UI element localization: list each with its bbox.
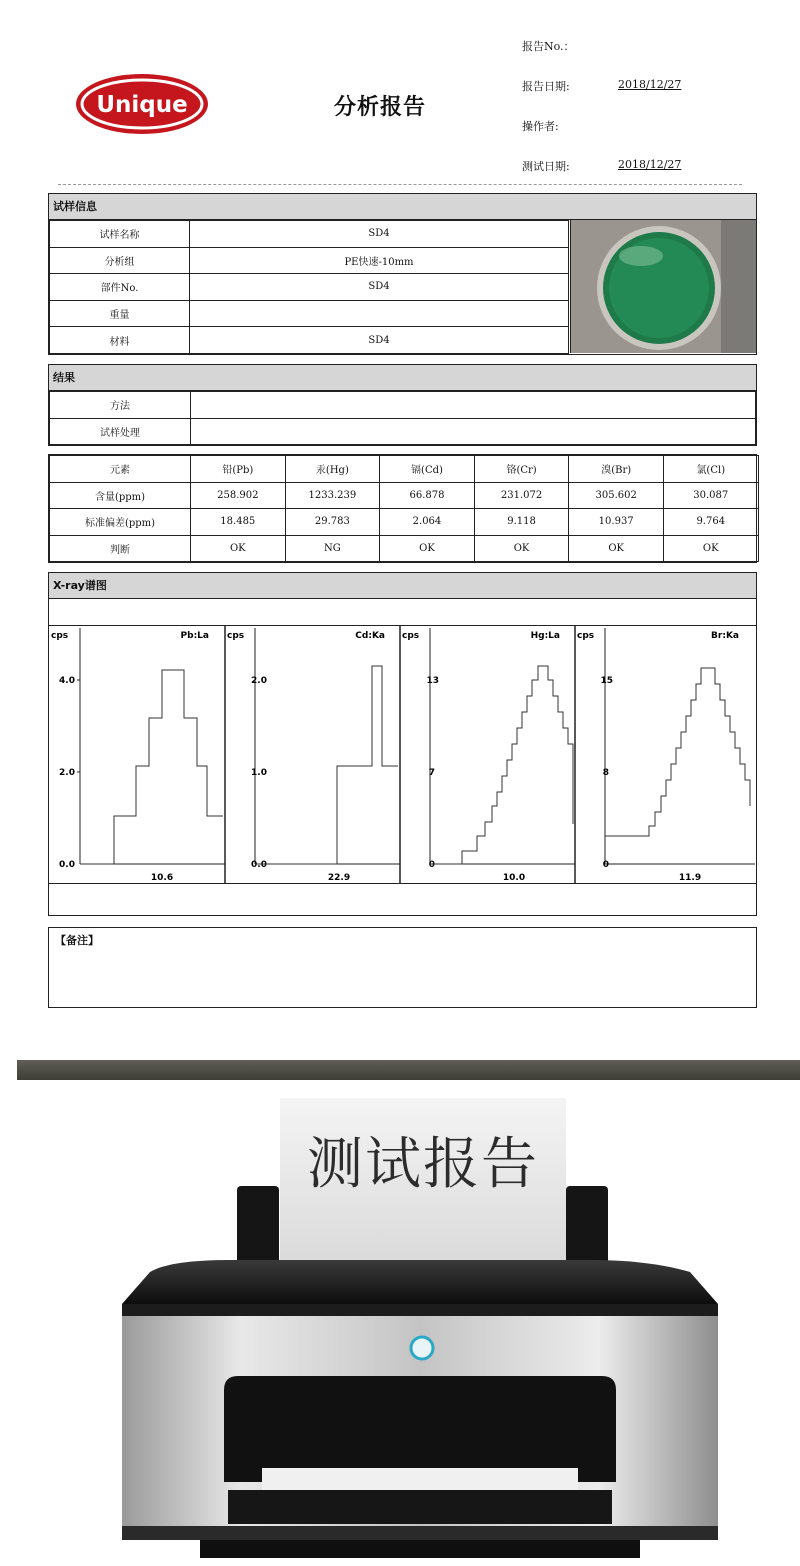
meta-test-date xyxy=(522,158,681,174)
results-section xyxy=(48,364,757,446)
table-row xyxy=(50,274,569,301)
meta-label: 报告No.： xyxy=(522,40,575,53)
y-tick-label: 0 xyxy=(602,860,609,870)
row-value xyxy=(191,392,756,419)
y-tick-label: 0.0 xyxy=(59,860,75,870)
y-tick-label: 8 xyxy=(602,768,609,778)
y-tick-label: 13 xyxy=(426,676,439,686)
section-heading: 结果 xyxy=(49,365,756,391)
header-cell: 镉(Cd) xyxy=(380,456,475,483)
cell: OK xyxy=(663,535,758,562)
header-cell: 铅(Pb) xyxy=(191,456,286,483)
row-label: 试样处理 xyxy=(50,418,191,445)
notes-label: 【备注】 xyxy=(55,934,99,947)
table-row xyxy=(50,221,569,248)
cell: 2.064 xyxy=(380,509,475,536)
y-unit-label: cps xyxy=(227,631,245,641)
sample-table xyxy=(49,220,569,354)
divider-bar xyxy=(17,1060,800,1080)
cell: 305.602 xyxy=(569,482,664,509)
row-value xyxy=(191,418,756,445)
y-tick-label: 2.0 xyxy=(59,768,75,778)
row-label: 判断 xyxy=(50,535,191,562)
row-value: SD4 xyxy=(190,327,569,354)
meta-label: 操作者: xyxy=(522,120,559,133)
meta-label: 报告日期: xyxy=(522,80,570,93)
sample-info-section xyxy=(48,193,757,355)
y-tick-label: 1.0 xyxy=(251,768,267,778)
y-unit-label: cps xyxy=(402,631,420,641)
cell: OK xyxy=(474,535,569,562)
row-value xyxy=(190,300,569,327)
y-tick-label: 0 xyxy=(428,860,435,870)
row-value: PE快速-10mm xyxy=(190,247,569,274)
xray-footer-row xyxy=(49,884,756,915)
meta-report-date xyxy=(522,78,681,94)
row-label: 含量(ppm) xyxy=(50,482,191,509)
unique-logo xyxy=(74,72,210,136)
y-tick-label: 2.0 xyxy=(251,676,267,686)
notes-section xyxy=(48,927,757,1008)
table-row xyxy=(50,247,569,274)
row-label: 分析组 xyxy=(50,247,190,274)
row-value: SD4 xyxy=(190,274,569,301)
x-tick-label: 10.6 xyxy=(150,873,174,883)
cell: 29.783 xyxy=(285,509,380,536)
header-cell: 铬(Cr) xyxy=(474,456,569,483)
spectrum-cd xyxy=(227,628,400,883)
table-row xyxy=(50,392,756,419)
section-heading: 试样信息 xyxy=(49,194,756,220)
line-label: Hg:La xyxy=(530,631,560,641)
y-unit-label: cps xyxy=(51,631,69,641)
cell: OK xyxy=(191,535,286,562)
header-cell: 元素 xyxy=(50,456,191,483)
cell: 9.118 xyxy=(474,509,569,536)
elements-section xyxy=(48,454,757,563)
cell: 18.485 xyxy=(191,509,286,536)
line-label: Cd:Ka xyxy=(355,631,385,641)
table-row xyxy=(50,418,756,445)
cell: 30.087 xyxy=(663,482,758,509)
header-cell: 溴(Br) xyxy=(569,456,664,483)
paper-text: 测试报告 xyxy=(307,1132,539,1197)
xray-blank-row xyxy=(49,599,756,626)
spectrum-hg xyxy=(402,628,575,883)
results-table xyxy=(49,391,756,445)
line-label: Br:Ka xyxy=(711,631,739,641)
cell: 66.878 xyxy=(380,482,475,509)
row-label: 标准偏差(ppm) xyxy=(50,509,191,536)
y-unit-label: cps xyxy=(577,631,595,641)
meta-label: 测试日期: xyxy=(522,160,570,173)
row-label: 试样名称 xyxy=(50,221,190,248)
x-tick-label: 11.9 xyxy=(678,873,702,883)
table-row xyxy=(50,482,759,509)
cell: 10.937 xyxy=(569,509,664,536)
row-value: SD4 xyxy=(190,221,569,248)
spectrum-pb xyxy=(51,628,225,883)
row-label: 方法 xyxy=(50,392,191,419)
meta-value: 2018/12/27 xyxy=(618,78,682,91)
row-label: 重量 xyxy=(50,300,190,327)
table-row xyxy=(50,300,569,327)
y-tick-label: 4.0 xyxy=(59,676,75,686)
header-divider xyxy=(58,184,742,185)
xray-spectra xyxy=(49,626,756,884)
table-row xyxy=(50,509,759,536)
cell: 9.764 xyxy=(663,509,758,536)
logo-text: Unique xyxy=(96,92,188,118)
cell: 1233.239 xyxy=(285,482,380,509)
x-tick-label: 22.9 xyxy=(327,873,351,883)
sample-photo xyxy=(570,220,756,353)
header-cell: 氯(Cl) xyxy=(663,456,758,483)
line-label: Pb:La xyxy=(180,631,209,641)
cell: NG xyxy=(285,535,380,562)
row-label: 部件No. xyxy=(50,274,190,301)
xray-section xyxy=(48,572,757,916)
y-tick-label: 0.0 xyxy=(251,860,267,870)
report-title: 分析报告 xyxy=(333,95,426,120)
elements-table xyxy=(49,455,759,562)
table-row xyxy=(50,327,569,354)
cell: 258.902 xyxy=(191,482,286,509)
cell: OK xyxy=(380,535,475,562)
header-cell: 汞(Hg) xyxy=(285,456,380,483)
meta-value: 2018/12/27 xyxy=(618,158,682,171)
cell: OK xyxy=(569,535,664,562)
x-tick-label: 10.0 xyxy=(502,873,526,883)
table-header-row xyxy=(50,456,759,483)
section-heading: X-ray谱图 xyxy=(49,573,756,599)
spectrum-br xyxy=(577,628,755,883)
y-tick-label: 15 xyxy=(600,676,613,686)
y-tick-label: 7 xyxy=(428,768,435,778)
cell: 231.072 xyxy=(474,482,569,509)
row-label: 材料 xyxy=(50,327,190,354)
meta-report-no xyxy=(522,38,618,54)
meta-operator xyxy=(522,118,618,134)
table-row xyxy=(50,535,759,562)
